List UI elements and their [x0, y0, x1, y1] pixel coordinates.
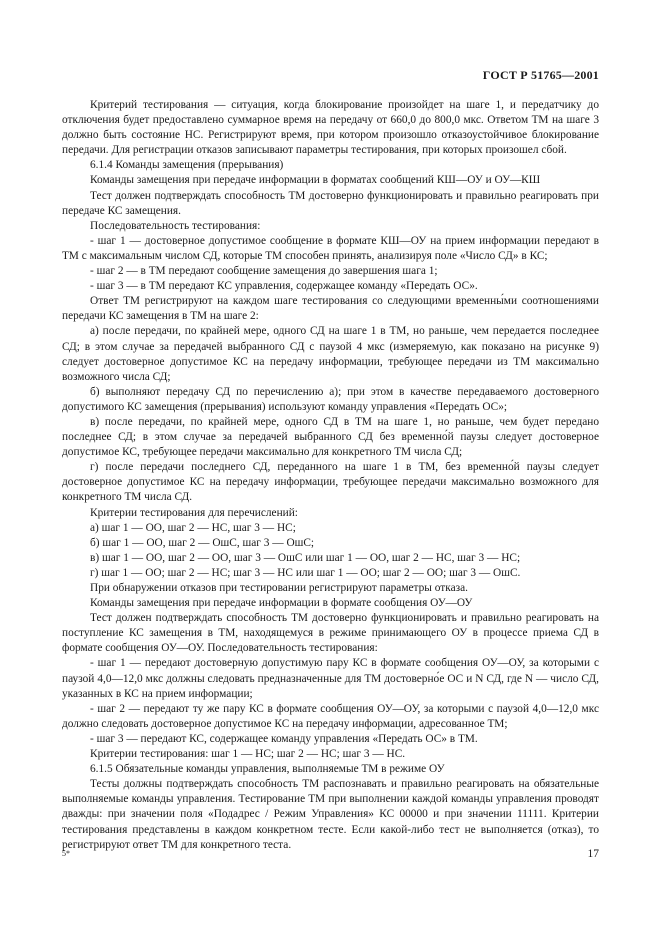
paragraph: Критерии тестирования для перечислений:	[90, 506, 298, 519]
list-item: - шаг 1 — достоверное допустимое сообщение в формате КШ—ОУ на прием информации передают в ТМ с максимальным числом СД, которые ТМ способен принять, анализируя поле «Число СД» в КС;	[62, 234, 599, 262]
list-item: - шаг 3 — передают КС, содержащее команду управления «Передать ОС» в ТМ.	[90, 732, 478, 745]
paragraph: Тест должен подтверждать способность ТМ достоверно функционировать и правильно реагировать на поступление КС замещения в ТМ, находящемуся в режиме принимающего ОУ в процессе приема СД в формате сообщения ОУ—ОУ. Последовательность тестирования:	[62, 612, 599, 655]
list-item: в) после передачи, по крайней мере, одного СД в ТМ на шаге 1, но раньше, чем будет передано последнее СД; в этом случае за передачей выбранного СД без временно́й паузы следует достоверное допустимое КС, требующее передачи максимально для конкретного ТМ числа СД;	[62, 415, 599, 459]
list-item: б) шаг 1 — ОО, шаг 2 — ОшС, шаг 3 — ОшС;	[90, 536, 315, 549]
paragraph: При обнаружении отказов при тестировании регистрируют параметры отказа.	[90, 582, 468, 594]
document-body	[62, 98, 599, 853]
list-item: а) после передачи, по крайней мере, одного СД на шаге 1 в ТМ, но раньше, чем передается последнее СД; в этом случае за передачей выбранного СД с паузой 4 мкс (измеряемую, как показано на рисунке 9) следует достоверное допустимое КС на передачу информации, требующее передачи из ТМ максимально возможного числа СД;	[62, 325, 599, 383]
paragraph: Последовательность тестирования:	[90, 219, 261, 232]
list-item: в) шаг 1 — ОО, шаг 2 — ОО, шаг 3 — ОшС или шаг 1 — ОО, шаг 2 — НС, шаг 3 — НС;	[90, 551, 521, 564]
list-item: - шаг 1 — передают достоверную допустимую пару КС в формате сообщения ОУ—ОУ, за которыми с паузой 4,0—12,0 мкс должны следовать предназначенные для ТМ достоверно́е ОС и N СД, где N — число СД, указанных в КС на прием информации;	[62, 657, 599, 700]
paragraph: Тест должен подтверждать способность ТМ достоверно функционировать и правильно реагировать при передаче КС замещения.	[62, 189, 599, 217]
list-item: - шаг 2 — в ТМ передают сообщение замещения до завершения шага 1;	[90, 265, 438, 278]
section-heading: 6.1.4 Команды замещения (прерывания)	[90, 159, 284, 172]
signature-mark: 5*	[62, 849, 70, 858]
list-item: б) выполняют передачу СД по перечислению а); при этом в качестве передаваемого достоверного допустимого КС замещения (прерывания) используют команду управления «Передать ОС»;	[62, 385, 599, 413]
list-item: г) шаг 1 — ОО; шаг 2 — НС; шаг 3 — НС или шаг 1 — ОО; шаг 2 — ОО; шаг 3 — ОшС.	[90, 566, 521, 579]
paragraph: Критерии тестирования: шаг 1 — НС; шаг 2 — НС; шаг 3 — НС.	[90, 748, 406, 761]
document-standard-header: ГОСТ Р 51765—2001	[482, 68, 599, 82]
list-item: г) после передачи последнего СД, переданного на шаге 1 в ТМ, без временно́й паузы следует достоверное допустимое КС на передачу информации, требующее передачи максимально возможного для конкретного ТМ числа СД.	[62, 461, 599, 504]
list-item: а) шаг 1 — ОО, шаг 2 — НС, шаг 3 — НС;	[90, 521, 296, 534]
paragraph: Ответ ТМ регистрируют на каждом шаге тестирования со следующими временны́ми соотношениями передачи КС замещения в ТМ на шаге 2:	[62, 295, 599, 323]
list-item: - шаг 3 — в ТМ передают КС управления, содержащее команду «Передать ОС».	[90, 280, 478, 293]
paragraph: Тесты должны подтверждать способность ТМ распознавать и правильно реагировать на обязательные выполняемые команды управления. Тестирование ТМ при выполнении каждой команды управления проводят дважды: при значении поля «Подадрес / Режим Управления» КС 00000 и при значении 11111. Критерии тестирования представлены в каждом конкретном тесте. Если какой-либо тест не выполняется (отказ), то регистрируют ответ ТМ для конкретного теста.	[62, 778, 599, 851]
paragraph: Команды замещения при передаче информации в форматах сообщений КШ—ОУ и ОУ—КШ	[90, 174, 541, 187]
paragraph: Критерий тестирования — ситуация, когда блокирование произойдет на шаге 1, и передатчику до отключения будет предоставлено суммарное время на передачу от 660,0 до 800,0 мкс. Ответом ТМ на шаге 3 должно быть состояние НС. Регистрируют время, при котором произошло отказоустойчивое блокирование передачи. Для регистрации отказов записывают параметры тестирования, при которых произошел сбой.	[62, 99, 599, 157]
section-heading: 6.1.5 Обязательные команды управления, выполняемые ТМ в режиме ОУ	[90, 763, 445, 776]
list-item: - шаг 2 — передают ту же пару КС в формате сообщения ОУ—ОУ, за которыми с паузой 4,0—12,0 мкс должно следовать достоверное допустимое КС на передачу информации, адресованное ТМ;	[62, 702, 599, 730]
page-number: 17	[587, 848, 599, 860]
paragraph: Команды замещения при передаче информации в формате сообщения ОУ—ОУ	[90, 597, 473, 610]
